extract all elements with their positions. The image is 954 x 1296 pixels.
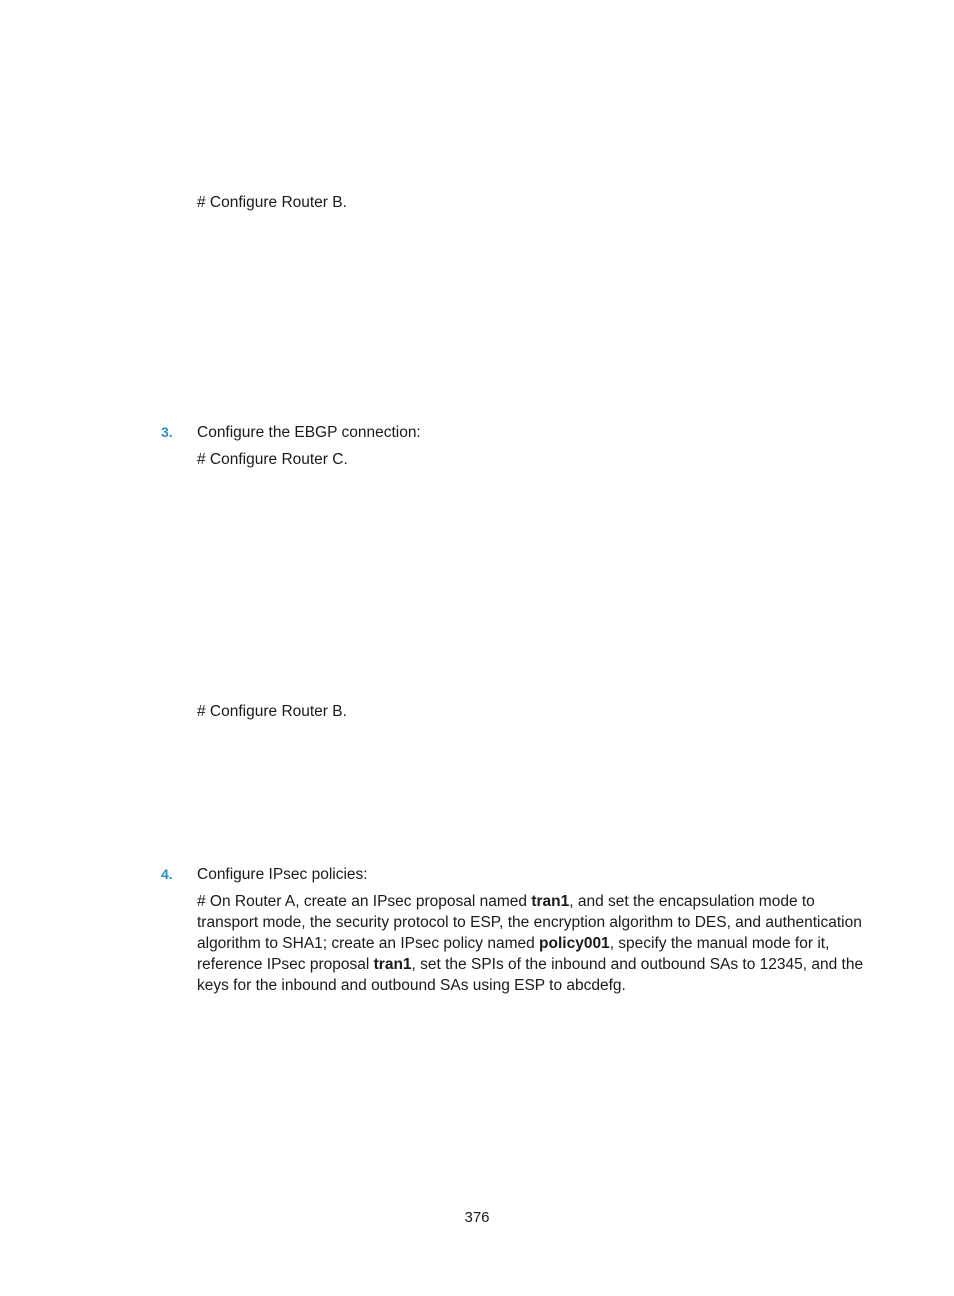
step-3-number: 3. [161, 424, 173, 440]
configure-router-b-line: # Configure Router B. [197, 194, 347, 211]
configure-router-b-line-2: # Configure Router B. [197, 703, 347, 720]
paragraph-text-4: , set the SPIs of the inbound and outbound SAs to 12345, and the keys for the inbound and outbound SAs using ESP to abcdefg. [197, 956, 864, 994]
proposal-name-bold-2: tran1 [373, 956, 412, 973]
paragraph-text-2: , and set the encapsulation mode to transport mode, the security protocol to ESP, the encryption algorithm to DES, and authentication algorithm to SHA1; create an IPsec policy named [197, 893, 862, 952]
policy-name-bold: policy001 [539, 935, 610, 952]
ipsec-policy-paragraph [197, 891, 867, 996]
configure-router-c-line: # Configure Router C. [197, 451, 348, 468]
paragraph-text-3: , specify the manual mode for it, reference IPsec proposal [197, 935, 830, 973]
step-3-title: Configure the EBGP connection: [197, 424, 421, 441]
paragraph-text-1: # On Router A, create an IPsec proposal named [197, 893, 532, 910]
step-4-number: 4. [161, 866, 173, 882]
step-4-title: Configure IPsec policies: [197, 866, 368, 883]
proposal-name-bold: tran1 [531, 893, 570, 910]
page-number: 376 [464, 1209, 490, 1226]
